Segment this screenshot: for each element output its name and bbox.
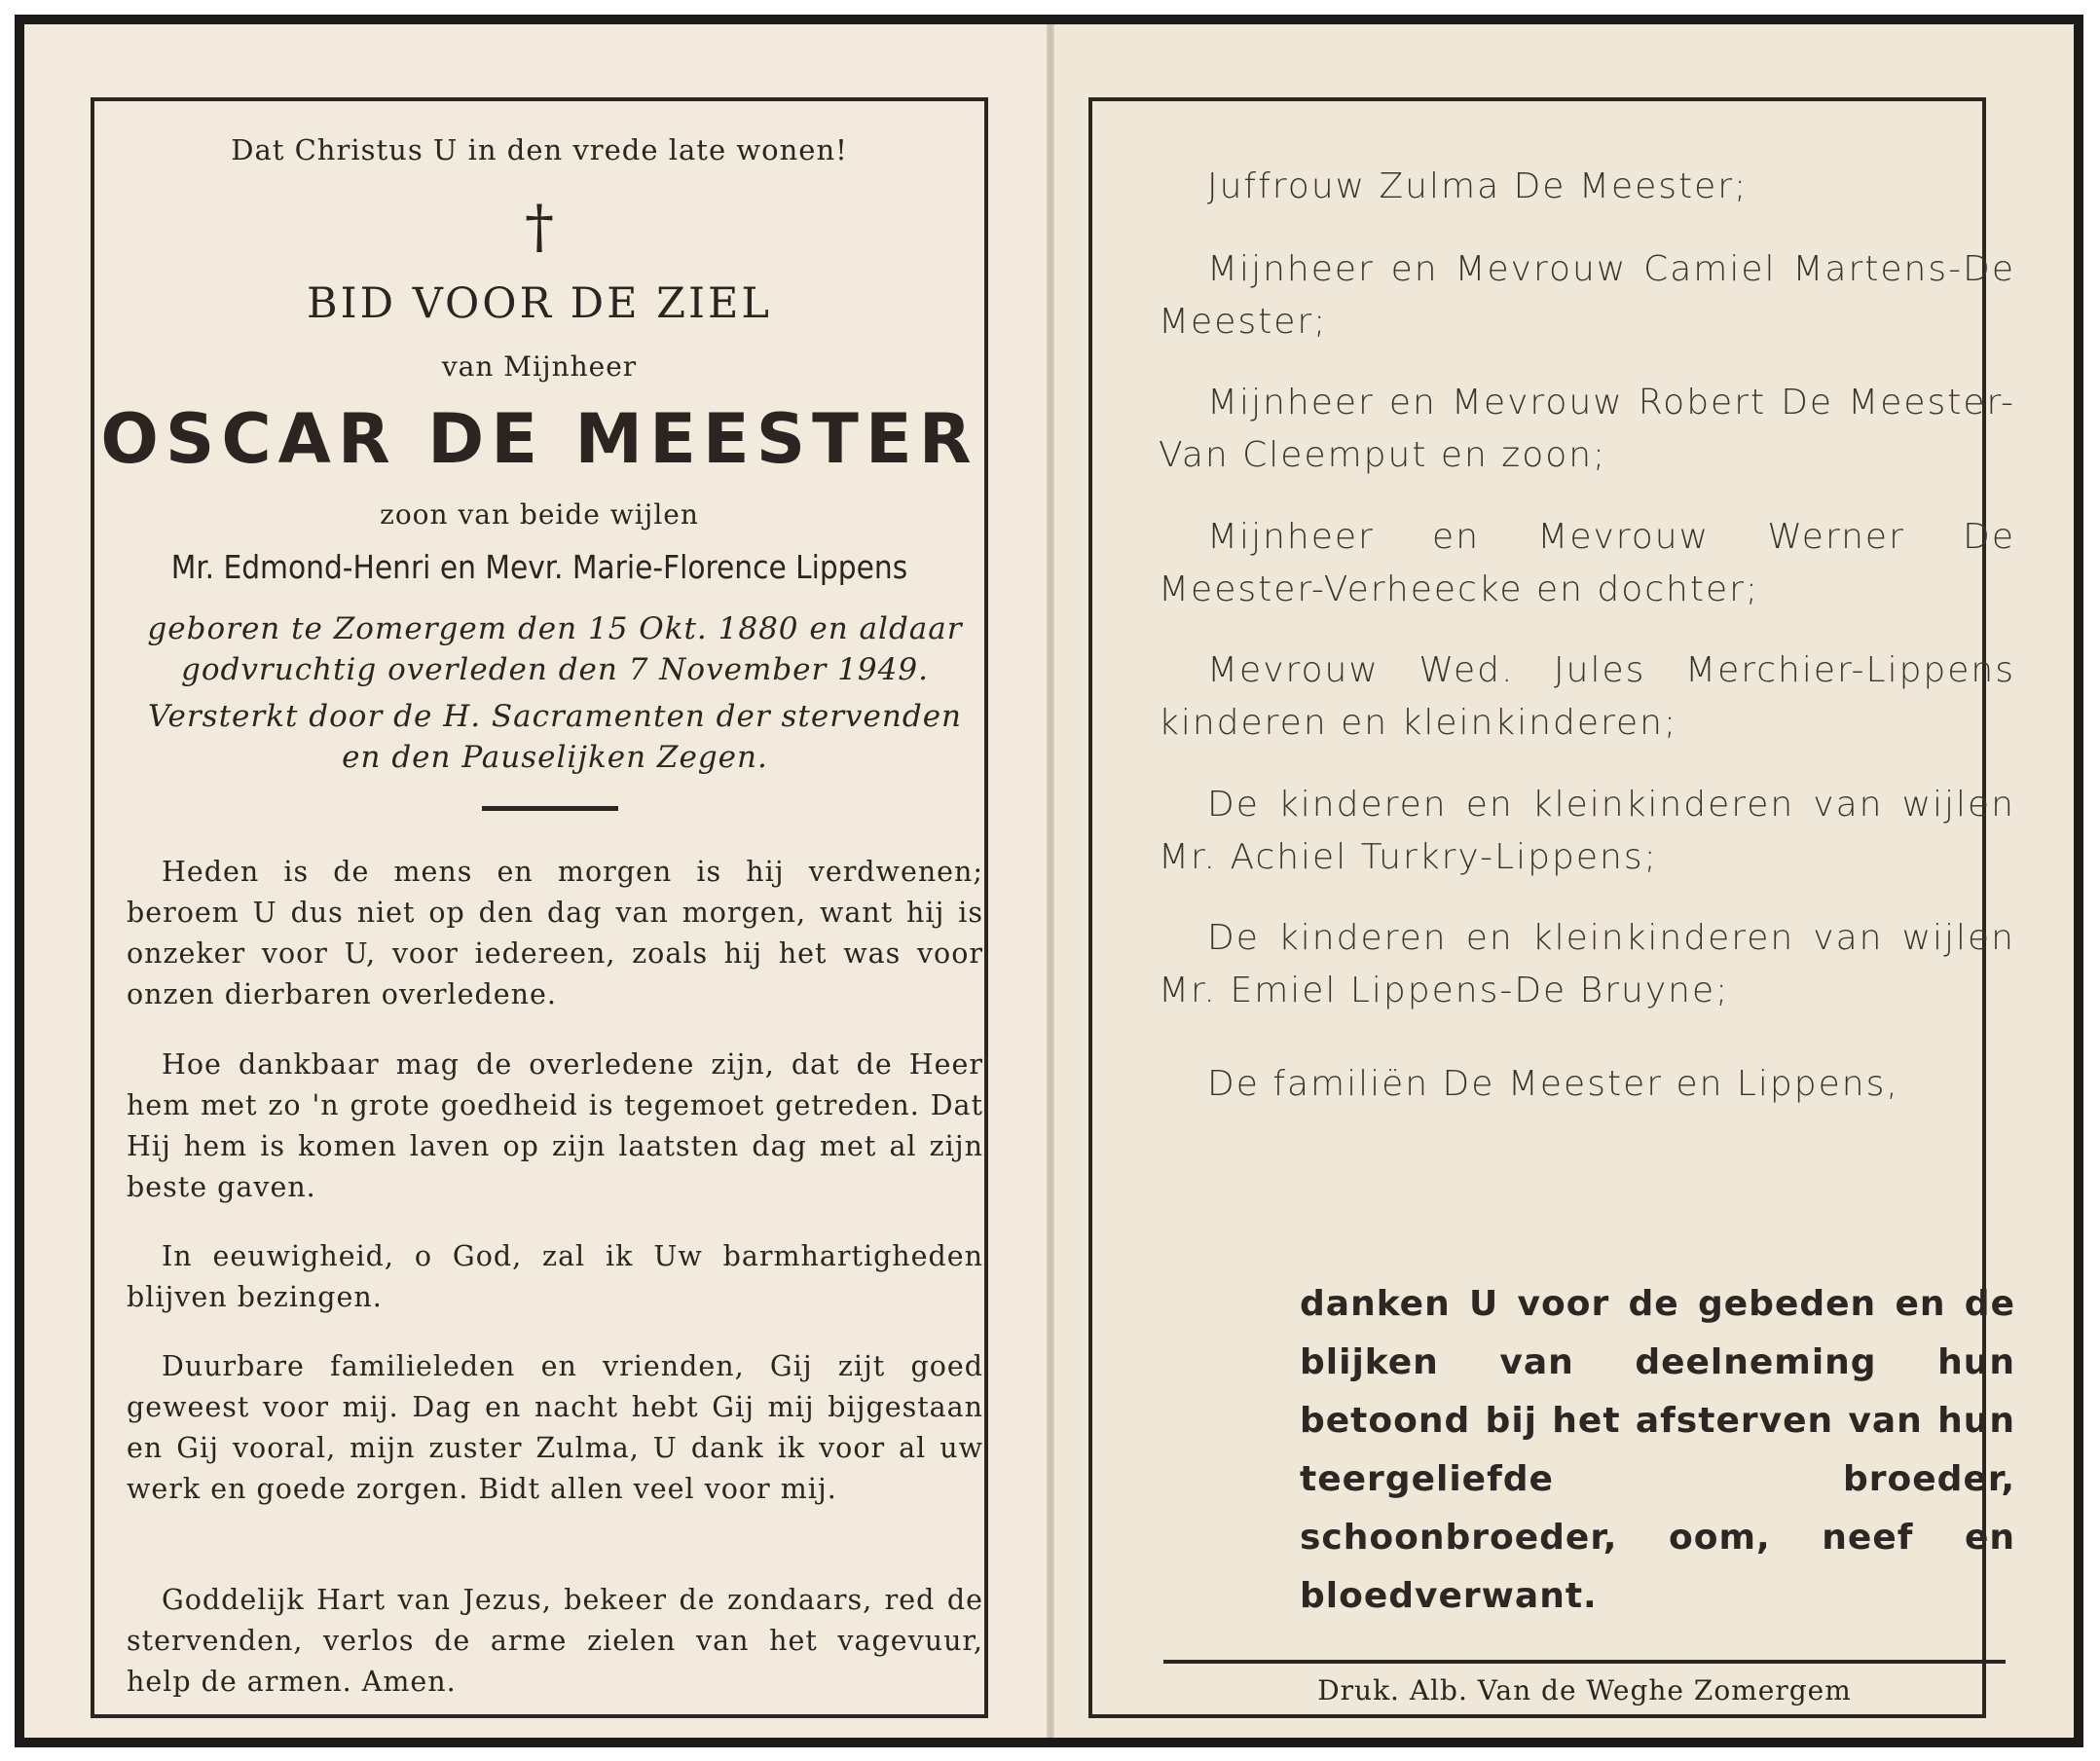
cross-icon: † — [525, 193, 554, 261]
family-entry: Juffrouw Zulma De Meester; — [1207, 166, 1749, 206]
sacraments-line-1: Versterkt door de H. Sacramenten der stervenden — [147, 699, 963, 734]
family-entry: Mijnheer en Mevrouw Werner De Meester-Verheecke en dochter; — [1159, 517, 2015, 609]
birth-death-line-2: godvruchtig overleden den 7 November 1949. — [181, 652, 929, 687]
separator-rule — [482, 806, 618, 811]
motto: Dat Christus U in den vrede late wonen! — [231, 133, 848, 166]
family-list — [1159, 24, 2015, 1104]
family-entry: De familiën De Meester en Lippens, — [1207, 1064, 1899, 1104]
family-entry: Mijnheer en Mevrouw Camiel Martens-De Meester; — [1159, 249, 2015, 342]
sacraments-line-2: en den Pauselijken Zegen. — [342, 740, 768, 775]
prayer-paragraph-5: Goddelijk Hart van Jezus, bekeer de zondaars, red de stervenden, verlos de arme zielen van het vagevuur, help de armen. Amen. — [127, 1584, 983, 1698]
family-entry: Mevrouw Wed. Jules Merchier-Lippens kinderen en kleinkinderen; — [1159, 650, 2015, 743]
prayer-paragraph-2: Hoe dankbaar mag de overledene zijn, dat de Heer hem met zo 'n grote goedheid is tegemoet getreden. Dat Hij hem is komen laven op zijn laatsten dag met al zijn beste gaven. — [127, 1048, 983, 1203]
family-entry: Mijnheer en Mevrouw Robert De Meester-Van Cleemput en zoon; — [1159, 383, 2015, 475]
prayer-paragraph-4: Duurbare familieleden en vrienden, Gij zijt goed geweest voor mij. Dag en nacht hebt Gij mij bijgestaan en Gij vooral, mijn zuster Zulma, U dank ik voor al uw werk en goede zorgen. Bidt allen veel voor mij. — [127, 1350, 983, 1505]
deceased-name: OSCAR DE MEESTER — [100, 399, 978, 479]
bid-voor-heading: BID VOOR DE ZIEL — [307, 279, 772, 328]
parents: Mr. Edmond-Henri en Mevr. Marie-Florence Lippens — [170, 548, 908, 586]
printer-credit: Druk. Alb. Van de Weghe Zomergem — [1317, 1674, 1852, 1706]
family-entry: De kinderen en kleinkinderen van wijlen Mr. Achiel Turkry-Lippens; — [1159, 785, 2015, 877]
thanks-text: danken U voor de gebeden en de blijken van deelneming hun betoond bij het afsterven van hun teergeliefde broeder, schoonbroeder, oom, neef en bloedverwant. — [1300, 1284, 2015, 1616]
prayer-paragraph-3: In eeuwigheid, o God, zal ik Uw barmhartigheden blijven bezingen. — [127, 1240, 983, 1313]
family-entry: De kinderen en kleinkinderen van wijlen Mr. Emiel Lippens-De Bruyne; — [1159, 918, 2015, 1010]
card-fold — [1047, 24, 1054, 1738]
card-paper — [24, 24, 2074, 1738]
bottom-rule — [1163, 1660, 2006, 1664]
zoon-van: zoon van beide wijlen — [380, 498, 699, 531]
prayer-paragraph-1: Heden is de mens en morgen is hij verdwenen; beroem U dus niet op den dag van morgen, want hij is onzeker voor U, voor iedereen, zoals hij het was voor onzen dierbaren overledene. — [127, 856, 983, 1010]
birth-death-line-1: geboren te Zomergem den 15 Okt. 1880 en aldaar — [147, 611, 963, 646]
van-mijnheer: van Mijnheer — [441, 350, 638, 383]
memorial-card — [15, 15, 2083, 1747]
